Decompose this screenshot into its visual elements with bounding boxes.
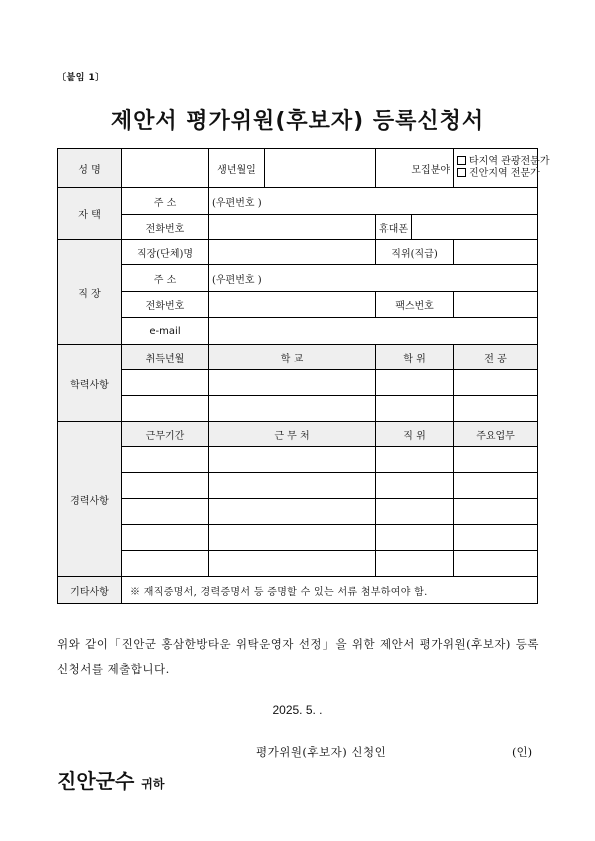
education-header-date: 취득년월 [122, 345, 209, 370]
name-label: 성 명 [58, 149, 122, 188]
education-header-major: 전 공 [454, 345, 538, 370]
email-field[interactable] [209, 318, 538, 345]
checkbox-icon[interactable] [457, 168, 466, 177]
education-header-school: 학 교 [209, 345, 376, 370]
work-phone-field[interactable] [209, 292, 376, 318]
home-phone-label: 전화번호 [122, 215, 209, 240]
career-row [58, 499, 538, 525]
career-cell[interactable] [209, 473, 376, 499]
home-phone-row [58, 215, 538, 240]
career-header-duties: 주요업무 [454, 422, 538, 447]
home-address-label: 주 소 [122, 188, 209, 215]
education-row [58, 370, 538, 396]
checkbox-icon[interactable] [457, 156, 466, 165]
work-org-label: 직장(단체)명 [122, 240, 209, 265]
name-field[interactable] [122, 149, 209, 188]
other-row [58, 577, 538, 604]
name-row [58, 149, 538, 188]
mobile-label: 휴대폰 [376, 215, 412, 240]
education-cell[interactable] [209, 396, 376, 422]
career-cell[interactable] [454, 447, 538, 473]
career-row [58, 473, 538, 499]
education-group-label: 학력사항 [58, 345, 122, 422]
work-email-row [58, 318, 538, 345]
field-label: 모집분야 [376, 149, 454, 188]
addressee-name: 진안군수 [57, 769, 135, 793]
work-address-field[interactable]: (우편번호 ) [209, 265, 538, 292]
other-note: ※ 재직증명서, 경력증명서 등 증명할 수 있는 서류 첨부하여야 함. [122, 577, 538, 604]
education-cell[interactable] [122, 396, 209, 422]
career-cell[interactable] [454, 473, 538, 499]
career-row [58, 447, 538, 473]
other-label: 기타사항 [58, 577, 122, 604]
attachment-label: 〔붙임 1〕 [57, 73, 105, 83]
statement-text: 위와 같이「진안군 홍삼한방타운 위탁운영자 선정」을 위한 제안서 평가위원(후보자) 등록 신청서를 제출합니다. [57, 637, 539, 676]
education-cell[interactable] [376, 370, 454, 396]
fax-label: 팩스번호 [376, 292, 454, 318]
career-header-position: 직 위 [376, 422, 454, 447]
application-form-table [57, 148, 550, 604]
work-position-label: 직위(직급) [376, 240, 454, 265]
email-label: e-mail [122, 318, 209, 345]
education-cell[interactable] [209, 370, 376, 396]
education-cell[interactable] [454, 396, 538, 422]
career-cell[interactable] [376, 447, 454, 473]
career-group-label: 경력사항 [58, 422, 122, 577]
applicant-label: 평가위원(후보자) 신청인 [256, 745, 387, 759]
career-cell[interactable] [209, 499, 376, 525]
application-date: 2025. 5. . [272, 703, 323, 717]
work-phone-row [58, 292, 538, 318]
home-phone-field[interactable] [209, 215, 376, 240]
career-cell[interactable] [209, 447, 376, 473]
document-title: 제안서 평가위원(후보자) 등록신청서 [110, 109, 485, 134]
education-cell[interactable] [454, 370, 538, 396]
addressee [57, 765, 164, 794]
career-cell[interactable] [454, 499, 538, 525]
education-cell[interactable] [376, 396, 454, 422]
work-phone-label: 전화번호 [122, 292, 209, 318]
field-options [454, 149, 550, 188]
career-cell[interactable] [209, 525, 376, 551]
career-cell[interactable] [122, 447, 209, 473]
career-cell[interactable] [122, 473, 209, 499]
career-header-row [58, 422, 538, 447]
career-header-workplace: 근 무 처 [209, 422, 376, 447]
career-cell[interactable] [376, 499, 454, 525]
home-group-label: 자 택 [58, 188, 122, 240]
mobile-field[interactable] [412, 215, 538, 240]
career-cell[interactable] [454, 525, 538, 551]
field-option-other-region[interactable]: 타지역 관광전문가 [457, 156, 534, 168]
career-cell[interactable] [209, 551, 376, 577]
education-header-degree: 학 위 [376, 345, 454, 370]
home-address-row [58, 188, 538, 215]
career-row [58, 551, 538, 577]
addressee-suffix: 귀하 [141, 777, 165, 791]
education-cell[interactable] [122, 370, 209, 396]
seal-mark: (인) [512, 745, 533, 759]
career-cell[interactable] [376, 551, 454, 577]
birth-field[interactable] [265, 149, 376, 188]
career-cell[interactable] [454, 551, 538, 577]
career-cell[interactable] [122, 525, 209, 551]
work-org-field[interactable] [209, 240, 376, 265]
birth-label: 생년월일 [209, 149, 265, 188]
work-address-label: 주 소 [122, 265, 209, 292]
career-cell[interactable] [122, 551, 209, 577]
career-header-period: 근무기간 [122, 422, 209, 447]
work-group-label: 직 장 [58, 240, 122, 345]
work-position-field[interactable] [454, 240, 538, 265]
education-header-row [58, 345, 538, 370]
work-address-row [58, 265, 538, 292]
education-row [58, 396, 538, 422]
career-row [58, 525, 538, 551]
career-cell[interactable] [376, 473, 454, 499]
fax-field[interactable] [454, 292, 538, 318]
home-address-field[interactable]: (우편번호 ) [209, 188, 538, 215]
work-org-row [58, 240, 538, 265]
field-option-local[interactable]: 진안지역 전문가 [457, 168, 534, 180]
career-cell[interactable] [122, 499, 209, 525]
career-cell[interactable] [376, 525, 454, 551]
